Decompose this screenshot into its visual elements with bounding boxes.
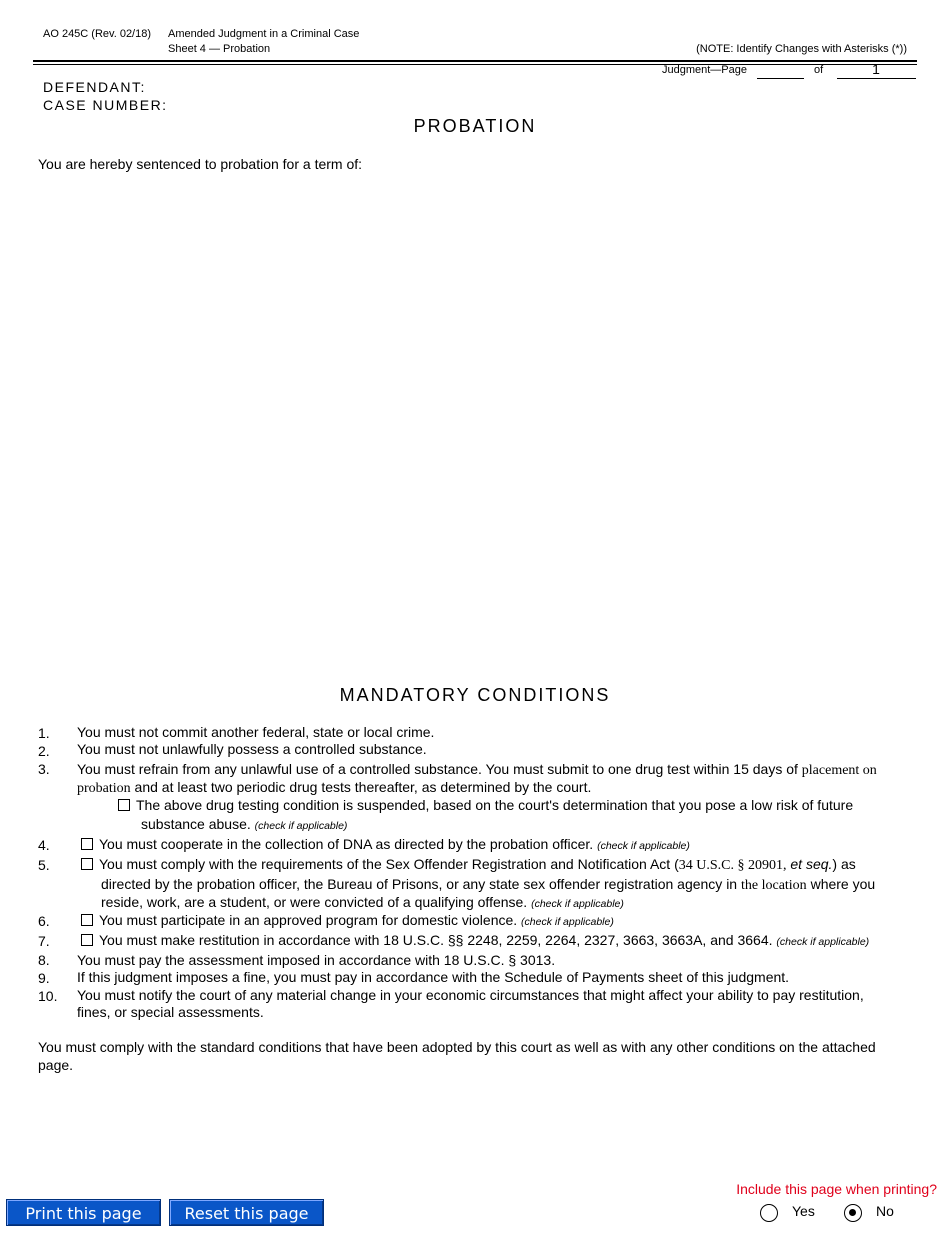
reset-page-button[interactable]: Reset this page [169, 1199, 324, 1226]
condition-1-number: 1. [38, 725, 50, 741]
condition-6-text: You must participate in an approved program for domestic violence. [99, 912, 518, 928]
case-number-label: CASE NUMBER: [43, 97, 168, 113]
include-no-radio[interactable] [844, 1204, 862, 1222]
page-current-field[interactable] [757, 64, 803, 77]
check-if-applicable-note: (check if applicable) [521, 916, 614, 928]
standard-conditions-text-2: page. [38, 1057, 74, 1073]
condition-5-text-d: ) as [832, 856, 856, 872]
condition-5-text-g: where you [806, 876, 876, 892]
defendant-label: DEFENDANT: [43, 79, 146, 95]
probation-title: PROBATION [413, 116, 537, 136]
condition-10-line-2: fines, or special assessments. [77, 1004, 264, 1020]
check-if-applicable-note: (check if applicable) [531, 898, 624, 910]
condition-5-text-b: 34 U.S.C. § 20901, [678, 858, 787, 873]
condition-2-text: You must not unlawfully possess a controlled substance. [77, 741, 427, 757]
condition-8-text: You must pay the assessment imposed in accordance with 18 U.S.C. § 3013. [77, 952, 556, 968]
condition-3-text-a: You must refrain from any unlawful use of a controlled substance. You must submit to one drug test within 15 days of [77, 761, 802, 777]
condition-3-sub-b: substance abuse. [141, 816, 251, 832]
page-total-underline [837, 78, 916, 79]
condition-5-number: 5. [38, 857, 50, 873]
probation-term-field[interactable] [38, 180, 908, 660]
condition-7-line [81, 932, 869, 948]
case-number-field[interactable] [160, 97, 610, 113]
condition-3-text-d: and at least two periodic drug tests thereafter, as determined by the court. [130, 779, 592, 795]
condition-7-text: You must make restitution in accordance with 18 U.S.C. §§ 2248, 2259, 2264, 2327, 3663, 3663A, and 3664. [99, 932, 773, 948]
include-yes-radio[interactable] [760, 1204, 778, 1222]
condition-5-line-2 [101, 876, 875, 894]
judgment-page-label: Judgment—Page [662, 64, 747, 76]
condition-5-text-c: et seq. [790, 856, 833, 872]
condition-3-text-b: placement on [801, 763, 877, 778]
probation-term-text: You are hereby sentenced to probation for a term of: [38, 156, 363, 172]
asterisk-note: (NOTE: Identify Changes with Asterisks (*)) [696, 43, 907, 55]
condition-1-text: You must not commit another federal, state or local crime. [77, 724, 435, 740]
condition-3-line-2 [77, 779, 591, 797]
condition-6-number: 6. [38, 913, 50, 929]
standard-conditions-text-1: You must comply with the standard conditions that have been adopted by this court as well as with any other conditions on the attached [38, 1039, 876, 1055]
condition-5-checkbox[interactable] [81, 858, 93, 870]
condition-9-text: If this judgment imposes a fine, you must pay in accordance with the Schedule of Payments sheet of this judgment. [77, 969, 790, 985]
condition-6-checkbox[interactable] [81, 914, 93, 926]
condition-5-text-f: the location [740, 878, 807, 893]
radio-selected-dot [849, 1209, 856, 1216]
condition-5-text-e: directed by the probation officer, the Bureau of Prisons, or any state sex offender registration agency in [101, 876, 741, 892]
condition-6-line [81, 912, 614, 928]
condition-3-line-1 [77, 761, 877, 779]
condition-5-line-3 [101, 894, 624, 910]
condition-5-line-1 [81, 856, 856, 874]
condition-9-number: 9. [38, 970, 50, 986]
condition-10-number: 10. [38, 988, 58, 1004]
condition-2-number: 2. [38, 743, 50, 759]
condition-5-text-h: reside, work, are a student, or were convicted of a qualifying offense. [101, 894, 528, 910]
condition-10-line-1: You must notify the court of any material change in your economic circumstances that might affect your ability to pay restitution, [77, 987, 864, 1003]
condition-3-sub-a: The above drug testing condition is suspended, based on the court's determination that you pose a low risk of future [136, 797, 854, 813]
check-if-applicable-note: (check if applicable) [776, 936, 870, 948]
include-no-label: No [876, 1203, 894, 1219]
defendant-field[interactable] [160, 79, 610, 95]
condition-7-checkbox[interactable] [81, 934, 93, 946]
condition-3-sub-line-2 [141, 816, 347, 832]
condition-7-number: 7. [38, 933, 50, 949]
form-title: Amended Judgment in a Criminal Case [168, 28, 360, 40]
page-current-underline [757, 78, 804, 79]
of-label: of [814, 64, 824, 76]
condition-3-text-c: probation [77, 781, 131, 796]
form-id: AO 245C (Rev. 02/18) [43, 28, 152, 40]
condition-4-line [81, 836, 690, 852]
condition-4-number: 4. [38, 837, 50, 853]
check-if-applicable-note: (check if applicable) [254, 820, 348, 832]
condition-4-checkbox[interactable] [81, 838, 93, 850]
header-rule-top [33, 60, 917, 62]
condition-8-number: 8. [38, 952, 50, 968]
page-total-field[interactable]: 1 [872, 61, 880, 77]
check-if-applicable-note: (check if applicable) [597, 840, 690, 852]
include-yes-label: Yes [792, 1203, 815, 1219]
mandatory-conditions-title: MANDATORY CONDITIONS [339, 685, 611, 705]
include-page-question: Include this page when printing? [736, 1181, 937, 1197]
print-page-button[interactable]: Print this page now [6, 1199, 161, 1226]
condition-3-number: 3. [38, 761, 50, 777]
condition-3-sub-line-1 [118, 797, 853, 813]
condition-4-text: You must cooperate in the collection of DNA as directed by the probation officer. [99, 836, 594, 852]
sheet-label: Sheet 4 — Probation [168, 43, 271, 55]
drug-test-suspended-checkbox[interactable] [118, 799, 130, 811]
condition-5-text-a: You must comply with the requirements of the Sex Offender Registration and Notification Act ( [99, 856, 679, 872]
